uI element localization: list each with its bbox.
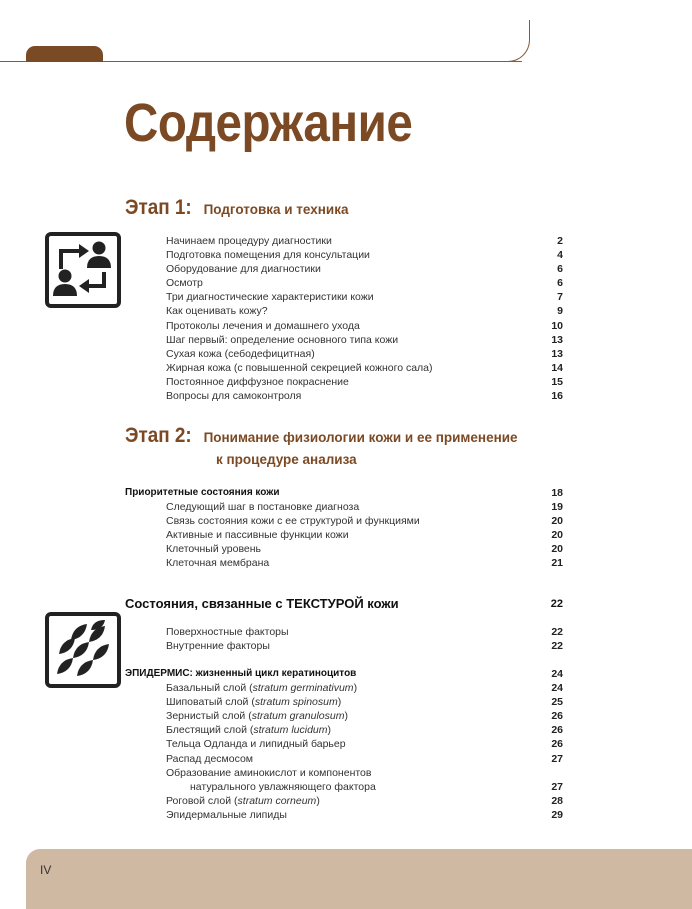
page-number: IV [40, 863, 52, 877]
toc-entry-text: Зернистый слой ( [166, 710, 252, 723]
toc-entry-page: 15 [551, 375, 563, 388]
toc-entry-title: ЭПИДЕРМИС: жизненный цикл кератиноцитов [125, 668, 357, 679]
toc-entry-text: ) [327, 724, 331, 737]
toc-entry-page: 6 [557, 263, 563, 276]
toc-entry-title: Шаг первый: определение основного типа кожи [166, 333, 399, 346]
toc-entry-page: 27 [551, 780, 563, 793]
stage1-subtitle: Подготовка и техника [203, 202, 349, 217]
toc-entry-title: Жирная кожа (с повышенной секрецией кожного сала) [166, 361, 433, 374]
stage2-label: Этап 2: [125, 424, 192, 447]
toc-entry-page: 20 [551, 543, 563, 556]
toc-entry-title: Как оценивать кожу? [166, 305, 268, 318]
toc-entry-title: Внутренние факторы [166, 640, 270, 653]
toc-entry-title [166, 709, 348, 723]
toc-entry-text: ) [353, 682, 358, 695]
consultation-exchange-icon [45, 232, 121, 308]
toc-entry-page: 18 [551, 487, 563, 499]
toc-entry-page: 22 [551, 640, 563, 653]
toc-entry-title: Сухая кожа (себодефицитная) [166, 347, 315, 360]
toc-entry[interactable] [125, 808, 565, 822]
toc-entry-text: Базальный слой ( [166, 682, 253, 695]
toc-entry-title [166, 681, 357, 695]
toc-entry-page: 14 [551, 361, 563, 374]
stage2-subtitle-line2-wrap [216, 451, 357, 469]
stage2-heading [125, 424, 518, 448]
toc-entry[interactable] [125, 737, 565, 751]
toc-entry[interactable] [125, 304, 565, 318]
toc-entry-page: 27 [551, 752, 563, 765]
toc-list-stage2 [125, 486, 565, 571]
toc-entry[interactable] [125, 752, 565, 766]
toc-entry[interactable] [125, 290, 565, 304]
toc-entry[interactable] [125, 780, 565, 794]
header-tab [26, 46, 103, 62]
toc-entry-page: 9 [557, 305, 563, 318]
toc-entry[interactable] [125, 248, 565, 262]
toc-entry-title: Следующий шаг в постановке диагноза [166, 501, 360, 514]
toc-entry-title: Постоянное диффузное покраснение [166, 375, 349, 388]
toc-entry-page: 26 [551, 738, 563, 751]
stage2-subtitle-line2: к процедуре анализа [216, 452, 357, 467]
toc-entry-title: Распад десмосом [166, 752, 254, 765]
toc-entry[interactable] [125, 234, 565, 248]
toc-entry-text: Шиповатый слой ( [166, 696, 255, 709]
toc-entry-page: 19 [551, 501, 563, 514]
latin-term: stratum granulosum [251, 710, 345, 723]
toc-entry-page: 2 [557, 235, 563, 247]
toc-entry-page: 10 [551, 319, 563, 332]
toc-entry-title: Приоритетные состояния кожи [125, 487, 280, 498]
toc-entry-title: Образование аминокислот и компонентов [166, 766, 372, 779]
toc-entry-text: Блестящий слой ( [166, 724, 254, 737]
toc-entry[interactable] [125, 347, 565, 361]
toc-entry[interactable] [125, 639, 565, 653]
toc-entry-page: 6 [557, 277, 563, 290]
toc-entry-page: 26 [551, 710, 563, 723]
toc-entry-page: 4 [557, 249, 563, 262]
stage1-label: Этап 1: [125, 196, 192, 219]
toc-entry[interactable] [125, 766, 565, 780]
toc-entry-title: Поверхностные факторы [166, 626, 289, 638]
toc-entry-page: 13 [551, 333, 563, 346]
toc-entry[interactable] [125, 389, 565, 403]
toc-entry-title: Связь состояния кожи с ее структурой и функциями [166, 515, 420, 528]
toc-entry-page: 20 [551, 529, 563, 542]
toc-entry[interactable] [125, 262, 565, 276]
toc-entry[interactable] [125, 695, 565, 709]
toc-entry[interactable] [125, 276, 565, 290]
toc-list-stage1 [125, 234, 565, 403]
toc-entry-page: 21 [551, 557, 563, 570]
toc-entry[interactable] [125, 514, 565, 528]
toc-entry[interactable] [125, 625, 565, 639]
header-rule-curve [506, 20, 530, 62]
toc-list-epidermis [125, 667, 565, 822]
toc-entry-text: ) [344, 710, 348, 723]
toc-entry[interactable] [125, 542, 565, 556]
toc-entry-page: 28 [551, 794, 563, 807]
toc-entry[interactable] [125, 794, 565, 808]
toc-entry[interactable] [125, 723, 565, 737]
toc-entry[interactable] [125, 681, 565, 695]
latin-term: stratum germinativum [252, 682, 354, 695]
toc-entry-page: 20 [551, 515, 563, 528]
toc-entry-title: Тельца Одланда и липидный барьер [166, 738, 346, 751]
toc-entry-title [166, 794, 320, 808]
toc-section-entry[interactable] [125, 486, 565, 500]
toc-entry[interactable] [125, 375, 565, 389]
toc-entry-title [166, 723, 331, 737]
latin-term: stratum spinosum [254, 696, 338, 709]
toc-entry-title: Эпидермальные липиды [166, 808, 287, 821]
toc-entry-page: 29 [551, 808, 563, 821]
latin-term: stratum lucidum [253, 724, 328, 737]
toc-entry-text: ) [316, 794, 320, 807]
toc-entry-page: 13 [551, 347, 563, 360]
latin-term: stratum corneum [237, 794, 317, 807]
texture-section-page: 22 [550, 598, 563, 610]
toc-entry-page: 16 [551, 390, 563, 403]
toc-entry-page: 26 [551, 724, 563, 737]
toc-entry-title: Клеточная мембрана [166, 557, 270, 570]
toc-list-texture [125, 625, 565, 653]
toc-entry-title: Клеточный уровень [166, 543, 262, 556]
texture-section-heading[interactable] [125, 596, 565, 611]
toc-entry-title: Протоколы лечения и домашнего ухода [166, 319, 360, 332]
toc-entry[interactable] [125, 500, 565, 514]
toc-entry-title: Подготовка помещения для консультации [166, 249, 370, 262]
toc-section-entry[interactable] [125, 667, 565, 681]
toc-entry-text: Роговой слой ( [166, 794, 238, 807]
toc-entry-text: ) [337, 696, 342, 709]
toc-entry-page: 25 [551, 696, 563, 709]
toc-entry-title: Вопросы для самоконтроля [166, 390, 302, 403]
toc-entry-page: 24 [551, 668, 563, 680]
toc-entry[interactable] [125, 556, 565, 570]
toc-entry-title [166, 695, 341, 709]
toc-entry-title: Активные и пассивные функции кожи [166, 529, 349, 542]
stage1-heading [125, 196, 348, 220]
toc-entry-title: натурального увлажняющего фактора [190, 780, 376, 793]
toc-entry-page: 24 [551, 682, 563, 695]
toc-entry-page: 22 [551, 626, 563, 638]
skin-texture-icon [45, 612, 121, 688]
page-title: Содержание [124, 93, 413, 153]
toc-entry-title: Три диагностические характеристики кожи [166, 291, 374, 304]
toc-entry-title: Оборудование для диагностики [166, 263, 321, 276]
toc-entry-title: Начинаем процедуру диагностики [166, 235, 332, 247]
toc-entry[interactable] [125, 319, 565, 333]
toc-entry-title: Осмотр [166, 277, 203, 290]
toc-entry-page: 7 [557, 291, 563, 304]
page-footer [26, 849, 692, 909]
toc-entry[interactable] [125, 361, 565, 375]
toc-entry[interactable] [125, 709, 565, 723]
toc-entry[interactable] [125, 528, 565, 542]
stage2-subtitle-line1: Понимание физиологии кожи и ее применение [203, 430, 518, 445]
toc-entry[interactable] [125, 333, 565, 347]
texture-section-title: Состояния, связанные с ТЕКСТУРОЙ кожи [125, 596, 399, 611]
